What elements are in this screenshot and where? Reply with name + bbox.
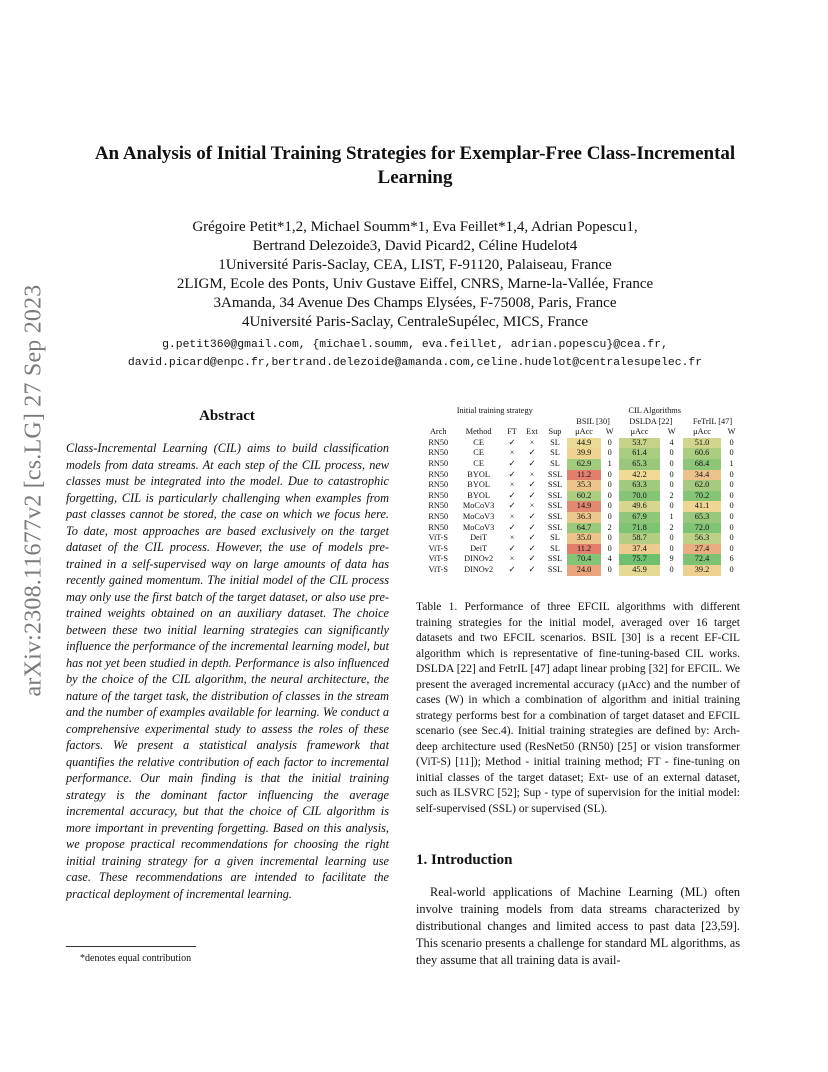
col-bsil: BSIL [30] <box>576 416 610 426</box>
table-cell: SSL <box>547 501 563 511</box>
table-cell: 34.4 <box>683 470 721 481</box>
paper-title: An Analysis of Initial Training Strategies for Exemplar-Free Class-Incremental Learning <box>94 143 736 188</box>
table-cell: BYOL <box>467 469 490 479</box>
table-cell: ✓ <box>528 511 536 521</box>
table-cell: 41.1 <box>683 501 721 512</box>
table-cell: ✓ <box>528 533 536 543</box>
table-cell: ✓ <box>508 469 516 479</box>
table-cell: 60.2 <box>567 491 600 502</box>
table-cell: RN50 <box>428 469 449 479</box>
table-cell: 67.9 <box>619 512 661 523</box>
table-cell: 35.3 <box>567 480 600 491</box>
col-header: W <box>667 427 676 437</box>
table-cell: SL <box>550 448 560 458</box>
col-fetril: FeTrIL [47] <box>692 416 733 426</box>
table-row <box>422 480 742 491</box>
table-cell: ✓ <box>508 564 516 574</box>
table-cell: 35.0 <box>567 533 600 544</box>
table-cell: 2 <box>669 522 674 532</box>
table-cell: 68.4 <box>683 459 721 470</box>
group-header-strategy: Initial training strategy <box>456 406 533 415</box>
table-cell: × <box>529 437 535 447</box>
table-cell: RN50 <box>428 437 449 447</box>
table-cell: CE <box>473 448 484 458</box>
table-cell: ViT-S <box>428 543 448 553</box>
table-cell: ✓ <box>528 448 536 458</box>
table-header-row <box>422 427 742 438</box>
abstract-heading: Abstract <box>199 408 255 424</box>
table-cell: 0 <box>669 448 674 458</box>
affiliation-4: 4Université Paris-Saclay, CentraleSupélec, MICS, France <box>241 314 589 330</box>
table-cell: 72.0 <box>683 523 721 534</box>
table-cell: 65.3 <box>683 512 721 523</box>
table-cell: 0 <box>607 564 612 574</box>
table-cell: 71.8 <box>619 523 661 534</box>
table-cell: 0 <box>607 501 612 511</box>
table-cell: SSL <box>547 564 563 574</box>
authors-line-1: Grégoire Petit*1,2, Michael Soumm*1, Eva Feillet*1,4, Adrian Popescu1, <box>192 219 638 235</box>
table-cell: 75.7 <box>619 554 661 565</box>
table-cell: 70.4 <box>567 554 600 565</box>
table-cell: MoCoV3 <box>462 511 495 521</box>
table-cell: 0 <box>607 480 612 490</box>
col-header: μAcc <box>693 427 711 437</box>
table-cell: 0 <box>729 564 734 574</box>
col-header: μAcc <box>630 427 649 437</box>
table-cell: 0 <box>729 469 734 479</box>
affiliation-2: 2LIGM, Ecole des Ponts, Univ Gustave Eiffel, CNRS, Marne-la-Vallée, France <box>176 276 654 292</box>
table-cell: 0 <box>607 448 612 458</box>
table-cell: 1 <box>729 458 734 468</box>
emails-line-2: david.picard@enpc.fr,bertrand.delezoide@amanda.com,celine.hudelot@centralesupelec.fr <box>127 357 703 369</box>
table-cell: 65.3 <box>619 459 661 470</box>
table-cell: 0 <box>669 564 674 574</box>
author-block <box>70 218 760 332</box>
table-cell: 1 <box>669 511 674 521</box>
arxiv-identifier: arXiv:2308.11677v2 [cs.LG] 27 Sep 2023 <box>20 284 47 696</box>
table-cell: ✓ <box>528 458 536 468</box>
table-cell: 0 <box>669 501 674 511</box>
table-cell: 70.0 <box>619 491 661 502</box>
table-cell: SSL <box>547 469 563 479</box>
table-row <box>422 448 742 459</box>
table-cell: 0 <box>729 437 734 447</box>
table-cell: CE <box>473 437 484 447</box>
table-cell: 2 <box>607 522 612 532</box>
table-cell: 0 <box>729 511 734 521</box>
table-cell: × <box>509 480 515 490</box>
table-cell: 0 <box>729 543 734 553</box>
table-cell: ViT-S <box>428 564 448 574</box>
section-heading: 1. Introduction <box>416 852 513 868</box>
table-row <box>422 554 742 565</box>
table-cell: 2 <box>669 490 674 500</box>
table-cell: 0 <box>607 511 612 521</box>
group-header-cil: CIL Algorithms <box>628 406 681 415</box>
table-cell: SSL <box>547 490 563 500</box>
table-cell: RN50 <box>428 511 449 521</box>
table-cell: 4 <box>669 437 674 447</box>
table-row <box>422 565 742 576</box>
col-header: Ext <box>526 427 538 437</box>
table-cell: 0 <box>607 533 612 543</box>
table-cell: SSL <box>547 522 563 532</box>
table-cell: 0 <box>669 543 674 553</box>
table-cell: 0 <box>729 501 734 511</box>
table-cell: ✓ <box>528 543 536 553</box>
table-cell: RN50 <box>428 490 449 500</box>
table-cell: 72.4 <box>683 554 721 565</box>
table-cell: RN50 <box>428 480 449 490</box>
table-cell: BYOL <box>467 480 490 490</box>
table-cell: CE <box>473 458 484 468</box>
table-cell: 39.2 <box>683 565 721 576</box>
table-cell: MoCoV3 <box>462 522 495 532</box>
table-cell: 0 <box>729 533 734 543</box>
table-row <box>422 501 742 512</box>
table-cell: 0 <box>607 437 612 447</box>
table-cell: ✓ <box>508 437 516 447</box>
table-cell: 56.3 <box>683 533 721 544</box>
table-cell: 60.6 <box>683 448 721 459</box>
col-header: Sup <box>548 427 562 437</box>
table-cell: SSL <box>547 511 563 521</box>
col-header: W <box>727 427 736 437</box>
table-cell: ✓ <box>528 554 536 564</box>
col-header: FT <box>507 427 517 437</box>
table-cell: MoCoV3 <box>462 501 495 511</box>
table-cell: 70.2 <box>683 491 721 502</box>
table-cell: 64.7 <box>567 523 600 534</box>
table-cell: ✓ <box>528 564 536 574</box>
table-row <box>422 470 742 481</box>
table-cell: × <box>509 511 515 521</box>
affiliation-1: 1Université Paris-Saclay, CEA, LIST, F-91120, Palaiseau, France <box>218 257 612 273</box>
footnote-rule <box>66 946 196 947</box>
footnote: *denotes equal contribution <box>80 953 192 964</box>
table-cell: 49.6 <box>619 501 661 512</box>
table-cell: SL <box>550 543 560 553</box>
table-cell: SL <box>550 533 560 543</box>
table-row <box>422 491 742 502</box>
affiliation-3: 3Amanda, 34 Avenue Des Champs Elysées, F-75008, Paris, France <box>213 295 617 311</box>
table-cell: 0 <box>607 490 612 500</box>
table-cell: 24.0 <box>567 565 600 576</box>
table-cell: RN50 <box>428 522 449 532</box>
table-cell: 62.9 <box>567 459 600 470</box>
table-cell: 0 <box>669 458 674 468</box>
table-cell: 42.2 <box>619 470 661 481</box>
table-cell: ✓ <box>508 501 516 511</box>
table-cell: 4 <box>607 554 612 564</box>
table-cell: 0 <box>669 480 674 490</box>
intro-text: Real-world applications of Machine Learning (ML) often involve training models from data streams characterized by distributional changes and limited access to past data [23,59]. This scenario presents a challenge for standard ML algorithms, as they assume that all training data is avail- <box>416 885 740 967</box>
table-cell: 37.4 <box>619 544 661 555</box>
table-row <box>422 459 742 470</box>
table-cell: ✓ <box>528 480 536 490</box>
table-cell: 44.9 <box>567 438 600 449</box>
table-cell: ✓ <box>508 522 516 532</box>
table-caption: Table 1. Performance of three EFCIL algorithms with different training strategies for the initial model, averaged over 16 target datasets and two EFCIL scenarios. BSIL [30] is a recent EF-CIL algorithm which is representative of fine-tuning-based CIL works. DSLDA [22] and FetrIL [47] adapt linear probing [32] for EFCIL. We present the averaged incremental accuracy (μAcc) and the number of cases (W) in which a combination of algorithm and initial training strategy performs best for a combination of target dataset and EFCIL scenario (see Sec.4). Initial training strategies are defined by: Arch- deep architecture used (ResNet50 (RN50) [25] or vision transformer (ViT-S) [11]); Method - initial training method; FT - fine-tuning on initial classes of the target dataset; Ext- use of an external dataset, such as ILSVRC [52]; Sup - type of supervision for the initial model: self-supervised (SSL) or supervised (SL). <box>416 601 740 815</box>
table-cell: 63.3 <box>619 480 661 491</box>
table-cell: 11.2 <box>567 470 600 481</box>
table-cell: 0 <box>607 543 612 553</box>
table-cell: SSL <box>547 554 563 564</box>
table-cell: 53.7 <box>619 438 661 449</box>
table-cell: ViT-S <box>428 533 448 543</box>
table-cell: ViT-S <box>428 554 448 564</box>
table-row <box>422 523 742 534</box>
table-cell: 0 <box>607 469 612 479</box>
abstract-text: Class-Incremental Learning (CIL) aims to build classification models from data streams. At each step of the CIL process, new classes must be integrated into the model. Due to catastrophic forgetting, CIL is particularly challenging when examples from past classes cannot be stored, the case on which we focus here. To date, most approaches are based exclusively on the target dataset of the CIL process. However, the use of models pre-trained in a self-supervised way on large amounts of data has recently gained momentum. The initial model of the CIL process may only use the first batch of the target dataset, or also use pre-trained weights obtained on an auxiliary dataset. The choice between these two initial learning strategies can significantly influence the performance of the incremental learning model, but has not yet been studied in depth. Performance is also influenced by the choice of the CIL algorithm, the neural architecture, the nature of the target task, the distribution of classes in the stream and the number of examples available for learning. We conduct a comprehensive experimental study to assess the roles of these factors. We present a statistical analysis framework that quantifies the relative contribution of each factor to incremental performance. Our main finding is that the initial training strategy is the dominant factor influencing the average incremental accuracy, but that the choice of CIL algorithm is more important in preventing forgetting. Based on this analysis, we propose practical recommendations for choosing the right initial training strategy for a given incremental learning use case. These recommendations are intended to facilitate the practical deployment of incremental learning. <box>66 441 389 901</box>
table-cell: RN50 <box>428 501 449 511</box>
table-cell: 62.0 <box>683 480 721 491</box>
results-table <box>422 406 742 576</box>
table-row <box>422 512 742 523</box>
table-cell: SL <box>550 437 560 447</box>
table-cell: ✓ <box>508 543 516 553</box>
table-cell: 36.3 <box>567 512 600 523</box>
table-cell: 0 <box>729 490 734 500</box>
table-cell: × <box>509 554 515 564</box>
table-cell: 0 <box>669 533 674 543</box>
table-cell: × <box>529 469 535 479</box>
table-cell: 61.4 <box>619 448 661 459</box>
table-cell: ✓ <box>528 490 536 500</box>
table-cell: ✓ <box>508 490 516 500</box>
table-cell: 0 <box>729 480 734 490</box>
table-cell: 6 <box>729 554 734 564</box>
table-cell: RN50 <box>428 448 449 458</box>
table-row <box>422 438 742 449</box>
table-cell: 14.9 <box>567 501 600 512</box>
table-cell: DINOv2 <box>464 554 494 564</box>
col-header: Arch <box>429 427 447 437</box>
col-header: Method <box>465 427 492 437</box>
table-cell: RN50 <box>428 458 449 468</box>
table-cell: 51.0 <box>683 438 721 449</box>
col-header: μAcc <box>575 427 593 437</box>
table-cell: 11.2 <box>567 544 600 555</box>
col-header: W <box>605 427 614 437</box>
table-cell: 1 <box>607 458 612 468</box>
table-cell: DeiT <box>470 533 488 543</box>
table-cell: 0 <box>669 469 674 479</box>
table-cell: × <box>509 533 515 543</box>
table-row <box>422 544 742 555</box>
table-cell: 39.9 <box>567 448 600 459</box>
authors-line-2: Bertrand Delezoide3, David Picard2, Céline Hudelot4 <box>252 238 578 254</box>
email-block <box>60 336 770 372</box>
table-cell: 9 <box>669 554 674 564</box>
table-cell: SL <box>550 458 560 468</box>
col-dslda: DSLDA [22] <box>629 416 673 426</box>
table-cell: × <box>529 501 535 511</box>
table-cell: SSL <box>547 480 563 490</box>
table-cell: × <box>509 448 515 458</box>
table-cell: BYOL <box>467 490 490 500</box>
table-cell: DeiT <box>470 543 488 553</box>
table-cell: 0 <box>729 522 734 532</box>
table-cell: 58.7 <box>619 533 661 544</box>
table-cell: ✓ <box>528 522 536 532</box>
table-cell: 27.4 <box>683 544 721 555</box>
table-row <box>422 533 742 544</box>
table-cell: ✓ <box>508 458 516 468</box>
table-cell: 0 <box>729 448 734 458</box>
table-cell: 45.9 <box>619 565 661 576</box>
emails-line-1: g.petit360@gmail.com, {michael.soumm, eva.feillet, adrian.popescu}@cea.fr, <box>162 339 668 351</box>
table-cell: DINOv2 <box>464 564 494 574</box>
